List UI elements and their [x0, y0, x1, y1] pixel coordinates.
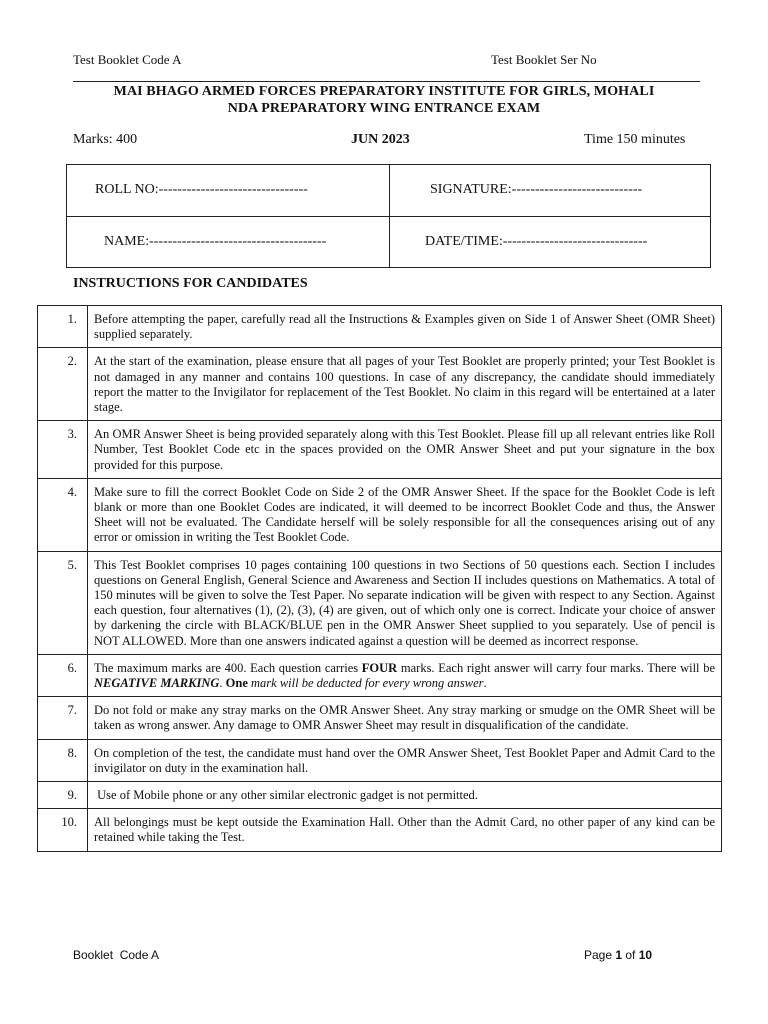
instruction-row — [38, 654, 722, 696]
instruction-number: 5. — [38, 551, 88, 654]
instruction-number: 6. — [38, 654, 88, 696]
signature-field[interactable]: SIGNATURE:---------------------------- — [430, 182, 643, 197]
date-time-field[interactable]: DATE/TIME:------------------------------- — [425, 234, 648, 249]
page-total: 10 — [638, 948, 653, 962]
test-booklet-serial: Test Booklet Ser No — [491, 52, 597, 67]
instruction-text-marking — [88, 654, 722, 696]
instruction-text-part: . — [483, 676, 487, 691]
instruction-row — [38, 478, 722, 551]
footer-booklet-code: Booklet Code A — [73, 948, 160, 962]
instruction-text: On completion of the test, the candidate must hand over the OMR Answer Sheet, Test Booklet Paper and Admit Card to the invigilator on duty in the examination hall. — [88, 739, 722, 781]
four-marks-emphasis: FOUR — [361, 660, 398, 675]
instruction-text: At the start of the examination, please ensure that all pages of your Test Booklet are properly printed; your Test Booklet is not damaged in any manner and contains 100 questions. In case of any discrepancy, the candidate should immediately report the matter to the Invigilator for replacement of the Test Booklet. No claim in this regard will be entertained at a later stage. — [88, 348, 722, 421]
instructions-heading: INSTRUCTIONS FOR CANDIDATES — [73, 276, 308, 291]
instruction-number: 9. — [38, 782, 88, 809]
instruction-row — [38, 697, 722, 739]
exam-title: NDA PREPARATORY WING ENTRANCE EXAM — [227, 101, 541, 116]
instruction-number: 1. — [38, 306, 88, 348]
roll-no-field[interactable]: ROLL NO:-------------------------------- — [95, 182, 308, 197]
one-mark-emphasis: One — [225, 676, 248, 691]
instruction-text: This Test Booklet comprises 10 pages containing 100 questions in two Sections of 50 questions each. Section I includes questions on General English, General Science and Awareness and Section II includes questions on Mathematics. A total of 150 minutes will be given to solve the Test Paper. No separate indication will be given with respect to any Section. Against each question, four alternatives (1), (2), (3), (4) are given, out of which only one is correct. Indicate your choice of answer by darkening the circle with BLACK/BLUE pen in the OMR Answer Sheet supplied to you separately. Use of pencil is NOT ALLOWED. More than one answers indicated against a question will be deemed as incorrect response. — [88, 551, 722, 654]
instructions-table — [37, 305, 722, 852]
instruction-text: Make sure to fill the correct Booklet Code on Side 2 of the OMR Answer Sheet. If the space for the Booklet Code is left blank or more than one Booklet Codes are indicated, it will deemed to be incorrect Booklet Code and thus, the Answer Sheet will not be evaluated. The Candidate herself will be solely responsible for all the consequences arising out of any error or omission in writing the Test Booklet Code. — [88, 478, 722, 551]
instruction-text-part: The maximum marks are 400. Each question carries — [94, 660, 362, 675]
instruction-row — [38, 348, 722, 421]
box-divider-horizontal — [67, 216, 710, 217]
instruction-number: 2. — [38, 348, 88, 421]
test-booklet-code: Test Booklet Code A — [73, 52, 182, 67]
deduction-note: mark will be deducted for every wrong answer — [247, 676, 484, 691]
instruction-number: 7. — [38, 697, 88, 739]
page-word: Page — [584, 948, 616, 962]
negative-marking-text: NEGATIVE MARKING — [94, 676, 220, 691]
name-field[interactable]: NAME:-------------------------------------- — [104, 234, 327, 249]
instruction-text: Before attempting the paper, carefully read all the Instructions & Examples given on Side 1 of Answer Sheet (OMR Sheet) supplied separately. — [88, 306, 722, 348]
instruction-text: Do not fold or make any stray marks on the OMR Answer Sheet. Any stray marking or smudge on the OMR Sheet will be taken as wrong answer. Any damage to OMR Answer Sheet may result in disqualification of the candidate. — [88, 697, 722, 739]
institute-title: MAI BHAGO ARMED FORCES PREPARATORY INSTITUTE FOR GIRLS, MOHALI — [113, 84, 655, 99]
candidate-details-box — [66, 164, 711, 268]
instruction-text-part: marks. Each right answer will carry four marks. There will be — [397, 660, 715, 675]
negative-marking-emphasis — [94, 676, 219, 690]
instruction-text: Use of Mobile phone or any other similar electronic gadget is not permitted. — [88, 782, 722, 809]
instruction-number: 8. — [38, 739, 88, 781]
instruction-row — [38, 809, 722, 851]
page-current: 1 — [615, 948, 623, 962]
time-label: Time 150 minutes — [584, 132, 686, 147]
instruction-number: 3. — [38, 421, 88, 479]
instruction-row — [38, 306, 722, 348]
instruction-number: 4. — [38, 478, 88, 551]
instruction-text-part: . — [219, 676, 226, 691]
page-number — [584, 948, 652, 962]
instruction-row — [38, 421, 722, 479]
instruction-number: 10. — [38, 809, 88, 851]
instruction-row — [38, 782, 722, 809]
instruction-row — [38, 739, 722, 781]
instruction-row — [38, 551, 722, 654]
of-word: of — [622, 948, 639, 962]
marks-label: Marks: 400 — [73, 132, 138, 147]
instruction-text: An OMR Answer Sheet is being provided separately along with this Test Booklet. Please fill up all relevant entries like Roll Number, Test Booklet Code etc in the spaces provided on the OMR Answer Sheet and put your signature in the box provided for this purpose. — [88, 421, 722, 479]
exam-date: JUN 2023 — [351, 132, 410, 147]
instruction-text: All belongings must be kept outside the Examination Hall. Other than the Admit Card, no other paper of any kind can be retained while taking the Test. — [88, 809, 722, 851]
header-divider — [73, 81, 700, 82]
